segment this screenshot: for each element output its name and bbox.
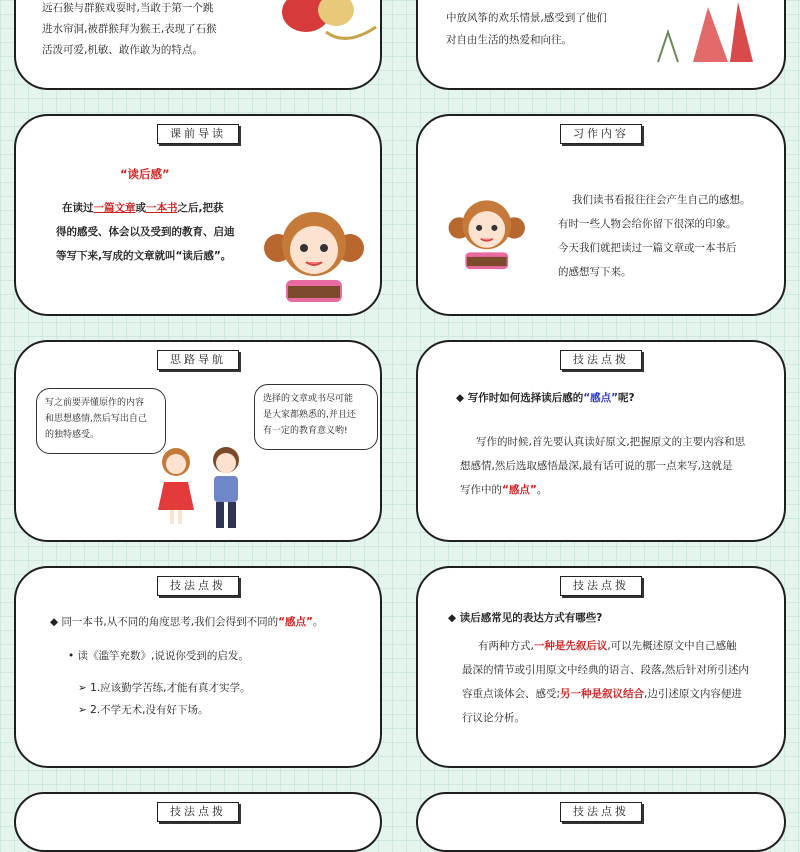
section-tag: 课前导读 bbox=[157, 124, 239, 144]
card-technique-angle bbox=[14, 566, 382, 768]
section-tag: 技法点拨 bbox=[560, 802, 642, 822]
text-line: 在读过一篇文章或一本书之后,把获 bbox=[62, 202, 224, 214]
text-line: 容重点谈体会、感受;另一种是叙议结合,边引述原文内容便进 bbox=[462, 688, 742, 700]
card-technique-select bbox=[416, 340, 786, 542]
card-monkey-king bbox=[14, 0, 382, 90]
monkey-king-illustration bbox=[266, 0, 382, 52]
text-line: 得的感受、体会以及受到的教育、启迪 bbox=[56, 226, 235, 238]
question-line: ◆ 写作时如何选择读后感的“感点”呢? bbox=[456, 392, 635, 404]
section-tag: 习作内容 bbox=[560, 124, 642, 144]
text-line: 等写下来,写成的文章就叫“读后感”。 bbox=[56, 250, 232, 262]
text-line: 写作中的“感点”。 bbox=[460, 484, 548, 496]
children-illustration bbox=[146, 442, 256, 534]
text-line: 最深的情节或引用原文中经典的语言、段落,然后针对所引述内 bbox=[462, 664, 749, 676]
text-line: ➢ 2.不学无术,没有好下场。 bbox=[78, 704, 209, 716]
speech-bubble-right: 选择的文章或书尽可能 是大家都熟悉的,并且还 有一定的教育意义哟! bbox=[254, 384, 378, 450]
heading-reading-reflection: “读后感” bbox=[120, 167, 170, 181]
text-line: 我们读书看报往往会产生自己的感想。 bbox=[572, 194, 751, 206]
text-line: 中放风筝的欢乐情景,感受到了他们 bbox=[446, 12, 607, 24]
section-tag: 思路导航 bbox=[157, 350, 239, 370]
text-line: 行议论分析。 bbox=[462, 712, 525, 724]
section-tag: 技法点拨 bbox=[157, 576, 239, 596]
text-line: 想感情,然后选取感悟最深,最有话可说的那一点来写,这就是 bbox=[460, 460, 733, 472]
card-pre-reading bbox=[14, 114, 382, 316]
text-line: 远石猴与群猴戏耍时,当敢于第一个跳 bbox=[42, 2, 214, 14]
speech-bubble-left: 写之前要弄懂原作的内容 和思想感情,然后写出自己 的独特感受。 bbox=[36, 388, 166, 454]
text-line: 有时一些人物会给你留下很深的印象。 bbox=[558, 218, 737, 230]
text-line: 有两种方式,一种是先叙后议,可以先概述原文中自己感触 bbox=[478, 640, 737, 652]
text-line: ➢ 1.应该勤学苦练,才能有真才实学。 bbox=[78, 682, 251, 694]
reading-girl-illustration bbox=[258, 204, 368, 308]
card-idea-guide bbox=[14, 340, 382, 542]
text-line: 对自由生活的热爱和向往。 bbox=[446, 34, 572, 46]
card-kite bbox=[416, 0, 786, 90]
text-line: 的感想写下来。 bbox=[558, 266, 632, 278]
reading-girl-illustration bbox=[444, 184, 528, 284]
section-tag: 技法点拨 bbox=[157, 802, 239, 822]
kite-girl-illustration bbox=[638, 2, 768, 72]
text-line: 活泼可爱,机敏、敢作敢为的特点。 bbox=[42, 44, 203, 56]
text-line: • 读《滥竽充数》,说说你受到的启发。 bbox=[68, 650, 249, 662]
text-line: 进水帘洞,被群猴拜为猴王,表现了石猴 bbox=[42, 23, 217, 35]
card-technique-expression bbox=[416, 566, 786, 768]
text-line: ◆ 同一本书,从不同的角度思考,我们会得到不同的“感点”。 bbox=[50, 616, 324, 628]
card-technique-bottom-left bbox=[14, 792, 382, 852]
card-technique-bottom-right bbox=[416, 792, 786, 852]
text-line: 今天我们就把读过一篇文章或一本书后 bbox=[558, 242, 737, 254]
section-tag: 技法点拨 bbox=[560, 350, 642, 370]
question-line: ◆ 读后感常见的表达方式有哪些? bbox=[448, 612, 603, 624]
card-writing-content bbox=[416, 114, 786, 316]
section-tag: 技法点拨 bbox=[560, 576, 642, 596]
text-line: 写作的时候,首先要认真读好原文,把握原文的主要内容和思 bbox=[476, 436, 746, 448]
